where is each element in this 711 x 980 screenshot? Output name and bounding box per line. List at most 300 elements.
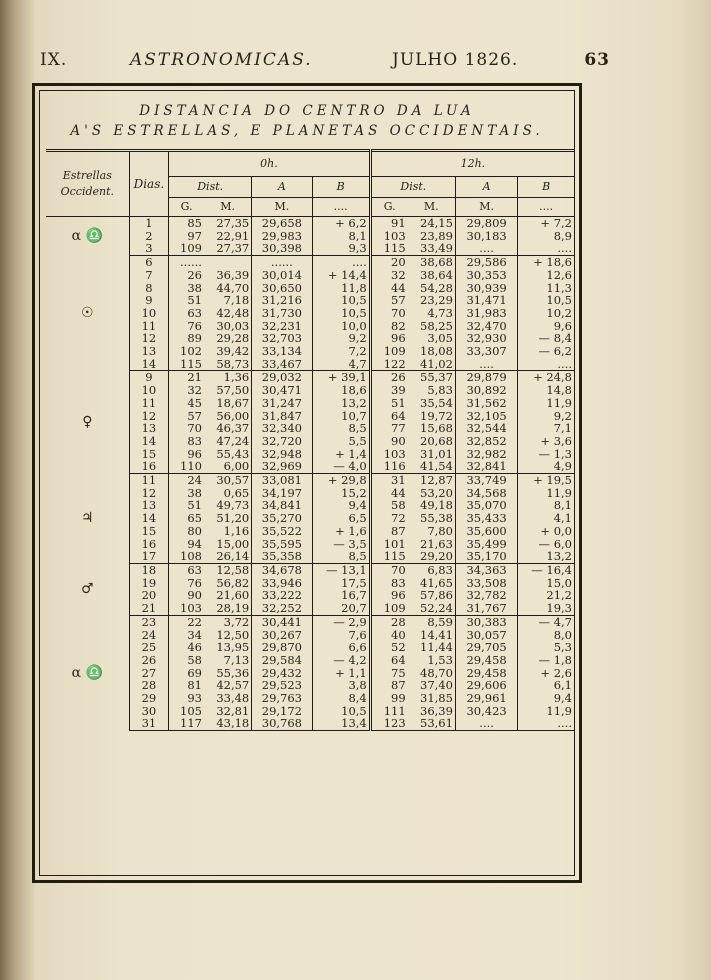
a-0h-cell: 31,247 xyxy=(252,397,312,410)
day-cell: 8 xyxy=(129,282,168,295)
b-0h-cell: — 13,1 xyxy=(312,563,370,576)
a-0h-cell: 32,948 xyxy=(252,448,312,461)
deg-12h-cell: 20 xyxy=(370,256,407,269)
a-12h-cell: 33,749 xyxy=(455,474,517,487)
header-b-12h: B xyxy=(518,177,574,198)
a-12h-cell: 31,983 xyxy=(455,307,517,320)
b-0h-cell: + 1,1 xyxy=(312,667,370,680)
b-12h-cell: 6,1 xyxy=(518,679,574,692)
b-0h-cell: 16,7 xyxy=(312,589,370,602)
deg-12h-cell: 116 xyxy=(370,460,407,473)
deg-12h-cell: 87 xyxy=(370,525,407,538)
a-12h-cell: 32,852 xyxy=(455,435,517,448)
min-12h-cell: 24,15 xyxy=(420,216,453,230)
min-12h-cell: 23,89 xyxy=(420,228,453,243)
deg-12h-cell: 72 xyxy=(370,512,407,525)
deg-12h-cell: 109 xyxy=(370,345,407,358)
b-0h-cell: 4,7 xyxy=(312,358,370,371)
day-cell: 13 xyxy=(129,345,168,358)
deg-0h-cell: 89 xyxy=(169,332,204,345)
deg-12h-cell: 58 xyxy=(370,499,407,512)
deg-0h-cell: 76 xyxy=(169,320,204,333)
a-0h-cell: 30,267 xyxy=(252,629,312,642)
day-cell: 10 xyxy=(129,307,168,320)
min-12h-cell: 31,01 xyxy=(420,446,453,461)
min-12h-cell: 18,08 xyxy=(420,344,453,359)
table-inner-frame xyxy=(39,90,575,876)
b-0h-cell: 13,4 xyxy=(312,717,370,730)
b-0h-cell: 20,7 xyxy=(312,602,370,615)
min-12h-cell: 49,18 xyxy=(420,498,453,513)
b-0h-cell: 7,6 xyxy=(312,629,370,642)
day-cell: 18 xyxy=(129,563,168,576)
b-12h-cell: — 6,0 xyxy=(518,538,574,551)
deg-0h-cell: 110 xyxy=(169,460,204,473)
b-12h-cell: — 4,7 xyxy=(518,615,574,628)
deg-0h-cell: 117 xyxy=(169,717,204,730)
min-0h-cell: 42,57 xyxy=(216,678,250,693)
table-row xyxy=(46,563,574,576)
deg-12h-cell: 82 xyxy=(370,320,407,333)
min-0h-cell: 58,73 xyxy=(204,358,252,371)
b-0h-cell: 10,5 xyxy=(312,705,370,718)
b-0h-cell: + 14,4 xyxy=(312,269,370,282)
a-12h-cell: 29,809 xyxy=(455,217,517,230)
b-12h-cell: 11,9 xyxy=(518,487,574,500)
b-12h-cell: 11,3 xyxy=(518,282,574,295)
b-0h-cell: + 6,2 xyxy=(312,217,370,230)
day-cell: 24 xyxy=(129,629,168,642)
header-a-units-0h: M. xyxy=(252,198,312,217)
a-12h-cell: 32,841 xyxy=(455,460,517,473)
min-12h-cell: 55,37 xyxy=(420,370,453,385)
deg-0h-cell: 45 xyxy=(169,397,204,410)
deg-0h-cell: 63 xyxy=(169,307,204,320)
min-12h-cell: 41,54 xyxy=(408,460,456,473)
a-12h-cell: 32,930 xyxy=(455,332,517,345)
deg-0h-cell: 38 xyxy=(169,282,204,295)
b-12h-cell: 5,3 xyxy=(518,641,574,654)
min-12h-cell: 38,64 xyxy=(420,267,453,282)
b-0h-cell: 10,5 xyxy=(312,294,370,307)
star-symbol: ☉ xyxy=(81,304,94,321)
header-b-units-0h: .... xyxy=(312,198,370,217)
deg-0h-cell: 83 xyxy=(169,435,204,448)
deg-12h-cell: 90 xyxy=(370,435,407,448)
min-0h-cell: 3,72 xyxy=(223,614,250,629)
b-12h-cell: — 8,4 xyxy=(518,332,574,345)
day-cell: 26 xyxy=(129,654,168,667)
min-12h-cell: 15,68 xyxy=(420,421,453,436)
b-0h-cell: + 1,4 xyxy=(312,448,370,461)
day-cell: 30 xyxy=(129,705,168,718)
section-title: ASTRONOMICAS. xyxy=(130,50,313,70)
title-line-1: DISTANCIA DO CENTRO DA LUA xyxy=(139,103,475,119)
deg-0h-cell: 115 xyxy=(169,358,204,371)
deg-0h-cell: 109 xyxy=(169,242,204,255)
deg-0h-cell: 51 xyxy=(169,294,204,307)
a-12h-cell: 34,363 xyxy=(455,563,517,576)
deg-0h-cell: 34 xyxy=(169,629,204,642)
day-cell: 3 xyxy=(129,242,168,255)
star-symbol: α ♎ xyxy=(71,664,103,681)
deg-12h-cell: 96 xyxy=(370,589,407,602)
b-0h-cell: 11,8 xyxy=(312,282,370,295)
a-12h-cell: 29,879 xyxy=(455,371,517,384)
deg-12h-cell: 52 xyxy=(370,641,407,654)
a-12h-cell: 35,170 xyxy=(455,550,517,563)
b-0h-cell: 10,5 xyxy=(312,307,370,320)
a-0h-cell: 32,252 xyxy=(252,602,312,615)
min-12h-cell: 53,61 xyxy=(408,717,456,730)
deg-12h-cell: 91 xyxy=(370,217,407,230)
b-12h-cell: 9,6 xyxy=(518,320,574,333)
deg-12h-cell: 111 xyxy=(370,705,407,718)
deg-12h-cell: 26 xyxy=(370,371,407,384)
day-cell: 15 xyxy=(129,525,168,538)
deg-0h-cell: 69 xyxy=(169,667,204,680)
min-0h-cell: 12,50 xyxy=(216,627,250,642)
a-0h-cell: 30,650 xyxy=(252,282,312,295)
min-12h-cell: 48,70 xyxy=(420,665,453,680)
deg-12h-cell: 109 xyxy=(370,602,407,615)
deg-0h-cell: 21 xyxy=(169,371,204,384)
header-a-0h: A xyxy=(252,177,312,198)
b-0h-cell: 5,5 xyxy=(312,435,370,448)
a-0h-cell: 35,358 xyxy=(252,550,312,563)
day-cell: 12 xyxy=(129,410,168,423)
b-12h-cell: — 1,3 xyxy=(518,448,574,461)
a-0h-cell: 33,134 xyxy=(252,345,312,358)
min-12h-cell: 11,44 xyxy=(420,640,453,655)
a-12h-cell: 33,307 xyxy=(455,345,517,358)
deg-0h-cell: 85 xyxy=(169,217,204,230)
min-0h-cell: 15,00 xyxy=(216,536,250,551)
a-12h-cell: .... xyxy=(455,717,517,730)
a-0h-cell: 35,270 xyxy=(252,512,312,525)
a-0h-cell: 30,441 xyxy=(252,615,312,628)
deg-0h-cell: 26 xyxy=(169,269,204,282)
b-12h-cell: 19,3 xyxy=(518,602,574,615)
deg-12h-cell: 75 xyxy=(370,667,407,680)
min-0h-cell: 51,20 xyxy=(216,511,250,526)
deg-12h-cell: 122 xyxy=(370,358,407,371)
a-12h-cell: 30,939 xyxy=(455,282,517,295)
b-12h-cell: + 24,8 xyxy=(518,371,574,384)
b-0h-cell: — 3,5 xyxy=(312,538,370,551)
deg-12h-cell: 87 xyxy=(370,679,407,692)
b-0h-cell: 10,7 xyxy=(312,410,370,423)
a-0h-cell: 30,398 xyxy=(252,242,312,255)
table-frame xyxy=(32,83,582,883)
b-0h-cell: — 4,0 xyxy=(312,460,370,473)
day-cell: 17 xyxy=(129,550,168,563)
a-12h-cell: 30,183 xyxy=(455,230,517,243)
day-cell: 16 xyxy=(129,538,168,551)
day-cell: 9 xyxy=(129,294,168,307)
deg-0h-cell: 65 xyxy=(169,512,204,525)
min-0h-cell: 1,36 xyxy=(223,370,250,385)
a-0h-cell: 32,340 xyxy=(252,422,312,435)
table-row xyxy=(46,615,574,628)
deg-0h-cell: 22 xyxy=(169,615,204,628)
day-cell: 16 xyxy=(129,460,168,473)
a-12h-cell: 31,562 xyxy=(455,397,517,410)
a-12h-cell: 31,767 xyxy=(455,602,517,615)
min-12h-cell: 3,05 xyxy=(427,331,453,346)
b-0h-cell: 7,2 xyxy=(312,345,370,358)
a-12h-cell: 30,892 xyxy=(455,384,517,397)
min-0h-cell: 55,43 xyxy=(216,446,250,461)
a-0h-cell: 29,870 xyxy=(252,641,312,654)
header-dist-12h: Dist. xyxy=(370,177,455,198)
b-0h-cell: 6,6 xyxy=(312,641,370,654)
b-0h-cell: 8,4 xyxy=(312,692,370,705)
min-0h-cell: 57,50 xyxy=(216,383,250,398)
a-0h-cell: 29,032 xyxy=(252,371,312,384)
min-12h-cell: 21,63 xyxy=(420,536,453,551)
min-0h-cell: 21,60 xyxy=(216,588,250,603)
a-12h-cell: 31,471 xyxy=(455,294,517,307)
star-symbol: α ♎ xyxy=(71,227,103,244)
b-0h-cell: .... xyxy=(312,256,370,269)
a-0h-cell: ...... xyxy=(252,256,312,269)
b-12h-cell: — 16,4 xyxy=(518,563,574,576)
running-head xyxy=(40,50,610,78)
b-0h-cell: 6,5 xyxy=(312,512,370,525)
min-0h-cell: 7,13 xyxy=(223,652,250,667)
b-0h-cell: 15,2 xyxy=(312,487,370,500)
deg-12h-cell: 115 xyxy=(370,550,407,563)
month-year: JULHO 1826. xyxy=(392,50,519,70)
min-0h-cell: 29,28 xyxy=(216,331,250,346)
a-12h-cell: 32,470 xyxy=(455,320,517,333)
lunar-distance-table xyxy=(46,149,574,731)
a-0h-cell: 29,584 xyxy=(252,654,312,667)
day-cell: 11 xyxy=(129,320,168,333)
min-12h-cell: 7,80 xyxy=(427,523,453,538)
day-cell: 19 xyxy=(129,577,168,590)
min-12h-cell: 31,85 xyxy=(420,691,453,706)
min-12h-cell: 41,02 xyxy=(408,358,456,371)
day-cell: 23 xyxy=(129,615,168,628)
min-0h-cell: 56,82 xyxy=(216,575,250,590)
a-12h-cell: 35,499 xyxy=(455,538,517,551)
min-0h-cell: 27,37 xyxy=(204,242,252,255)
min-0h-cell: 28,19 xyxy=(204,602,252,615)
min-0h-cell: 6,00 xyxy=(204,460,252,473)
a-12h-cell: 32,982 xyxy=(455,448,517,461)
a-0h-cell: 29,432 xyxy=(252,667,312,680)
a-0h-cell: 32,703 xyxy=(252,332,312,345)
a-12h-cell: 29,961 xyxy=(455,692,517,705)
a-12h-cell: 32,105 xyxy=(455,410,517,423)
day-cell: 14 xyxy=(129,435,168,448)
deg-12h-cell: 64 xyxy=(370,410,407,423)
b-0h-cell: + 29,8 xyxy=(312,474,370,487)
a-12h-cell: 29,458 xyxy=(455,654,517,667)
b-12h-cell: + 19,5 xyxy=(518,474,574,487)
header-days: Dias. xyxy=(129,151,168,217)
deg-0h-cell: 51 xyxy=(169,499,204,512)
deg-0h-cell: 105 xyxy=(169,705,204,718)
b-12h-cell: — 1,8 xyxy=(518,654,574,667)
a-0h-cell: 33,946 xyxy=(252,577,312,590)
deg-0h-cell: 38 xyxy=(169,487,204,500)
min-0h-cell: 33,48 xyxy=(216,691,250,706)
min-12h-cell: 29,20 xyxy=(408,550,456,563)
day-cell: 13 xyxy=(129,422,168,435)
min-12h-cell: 12,87 xyxy=(420,473,453,488)
min-0h-cell: 56,00 xyxy=(216,408,250,423)
min-0h-cell: 1,16 xyxy=(223,523,250,538)
deg-0h-cell: 57 xyxy=(169,410,204,423)
a-0h-cell: 32,231 xyxy=(252,320,312,333)
header-0h: 0h. xyxy=(169,151,371,177)
min-0h-cell xyxy=(204,256,252,269)
star-symbol: ♀ xyxy=(82,413,93,430)
deg-0h-cell: 46 xyxy=(169,641,204,654)
day-cell: 21 xyxy=(129,602,168,615)
day-cell: 12 xyxy=(129,332,168,345)
day-cell: 14 xyxy=(129,512,168,525)
b-0h-cell: 3,8 xyxy=(312,679,370,692)
a-0h-cell: 34,678 xyxy=(252,563,312,576)
day-cell: 27 xyxy=(129,667,168,680)
b-12h-cell: + 7,2 xyxy=(518,217,574,230)
deg-12h-cell: 57 xyxy=(370,294,407,307)
deg-12h-cell: 70 xyxy=(370,307,407,320)
header-g-0h: G. xyxy=(169,198,204,217)
min-12h-cell: 8,59 xyxy=(427,614,453,629)
b-12h-cell: 4,1 xyxy=(518,512,574,525)
min-0h-cell: 46,37 xyxy=(216,421,250,436)
a-12h-cell: .... xyxy=(455,242,517,255)
min-0h-cell: 44,70 xyxy=(216,280,250,295)
min-12h-cell: 14,41 xyxy=(420,627,453,642)
b-12h-cell: .... xyxy=(518,717,574,730)
b-0h-cell: 18,6 xyxy=(312,384,370,397)
deg-12h-cell: 39 xyxy=(370,384,407,397)
b-12h-cell: — 6,2 xyxy=(518,345,574,358)
deg-0h-cell: 94 xyxy=(169,538,204,551)
deg-12h-cell: 44 xyxy=(370,282,407,295)
b-12h-cell: 8,0 xyxy=(518,629,574,642)
a-0h-cell: 30,768 xyxy=(252,717,312,730)
b-12h-cell: + 18,6 xyxy=(518,256,574,269)
min-0h-cell: 12,58 xyxy=(216,562,250,577)
min-12h-cell: 55,38 xyxy=(420,511,453,526)
a-12h-cell: 30,383 xyxy=(455,615,517,628)
deg-0h-cell: 63 xyxy=(169,563,204,576)
min-0h-cell: 36,39 xyxy=(216,267,250,282)
a-0h-cell: 34,841 xyxy=(252,499,312,512)
min-12h-cell: 37,40 xyxy=(420,678,453,693)
day-cell: 11 xyxy=(129,474,168,487)
deg-0h-cell: 70 xyxy=(169,422,204,435)
b-0h-cell: + 1,6 xyxy=(312,525,370,538)
b-12h-cell: + 0,0 xyxy=(518,525,574,538)
day-cell: 29 xyxy=(129,692,168,705)
header-dist-0h: Dist. xyxy=(169,177,252,198)
b-12h-cell: 14,8 xyxy=(518,384,574,397)
b-0h-cell: — 2,9 xyxy=(312,615,370,628)
min-12h-cell: 23,29 xyxy=(420,293,453,308)
b-12h-cell: 9,4 xyxy=(518,692,574,705)
deg-0h-cell: 102 xyxy=(169,345,204,358)
min-12h-cell: 33,49 xyxy=(408,242,456,255)
deg-0h-cell: 108 xyxy=(169,550,204,563)
deg-12h-cell: 28 xyxy=(370,615,407,628)
day-cell: 25 xyxy=(129,641,168,654)
a-0h-cell: 33,222 xyxy=(252,589,312,602)
min-0h-cell: 7,18 xyxy=(223,293,250,308)
deg-12h-cell: 83 xyxy=(370,577,407,590)
b-12h-cell: + 3,6 xyxy=(518,435,574,448)
a-12h-cell: 30,423 xyxy=(455,705,517,718)
min-0h-cell: 49,73 xyxy=(216,498,250,513)
min-0h-cell: 39,42 xyxy=(216,344,250,359)
a-0h-cell: 31,847 xyxy=(252,410,312,423)
b-12h-cell: 7,1 xyxy=(518,422,574,435)
deg-0h-cell: 58 xyxy=(169,654,204,667)
table-title xyxy=(40,101,574,141)
day-cell: 12 xyxy=(129,487,168,500)
min-12h-cell: 4,73 xyxy=(427,305,453,320)
deg-0h-cell: 32 xyxy=(169,384,204,397)
day-cell: 13 xyxy=(129,499,168,512)
b-12h-cell: 4,9 xyxy=(518,460,574,473)
min-0h-cell: 18,67 xyxy=(216,395,250,410)
min-12h-cell: 53,20 xyxy=(420,485,453,500)
header-a-units-12h: M. xyxy=(455,198,517,217)
deg-12h-cell: 103 xyxy=(370,230,407,243)
b-12h-cell: 9,2 xyxy=(518,410,574,423)
b-0h-cell: 10,0 xyxy=(312,320,370,333)
a-0h-cell: 29,763 xyxy=(252,692,312,705)
day-cell: 7 xyxy=(129,269,168,282)
a-0h-cell: 30,471 xyxy=(252,384,312,397)
b-12h-cell: 8,9 xyxy=(518,230,574,243)
a-0h-cell: 34,197 xyxy=(252,487,312,500)
min-12h-cell: 41,65 xyxy=(420,575,453,590)
b-0h-cell: 17,5 xyxy=(312,577,370,590)
b-0h-cell: — 4,2 xyxy=(312,654,370,667)
min-12h-cell: 6,83 xyxy=(427,562,453,577)
a-12h-cell: 34,568 xyxy=(455,487,517,500)
min-0h-cell: 13,95 xyxy=(216,640,250,655)
a-0h-cell: 30,014 xyxy=(252,269,312,282)
a-0h-cell: 35,522 xyxy=(252,525,312,538)
header-stars: Estrellas Occident. xyxy=(46,151,129,217)
a-12h-cell: 29,458 xyxy=(455,667,517,680)
day-cell: 10 xyxy=(129,384,168,397)
deg-0h-cell: 76 xyxy=(169,577,204,590)
min-12h-cell: 5,83 xyxy=(427,383,453,398)
deg-12h-cell: 77 xyxy=(370,422,407,435)
deg-12h-cell: 123 xyxy=(370,717,407,730)
a-12h-cell: 30,057 xyxy=(455,629,517,642)
b-0h-cell: 9,3 xyxy=(312,242,370,255)
a-0h-cell: 29,658 xyxy=(252,217,312,230)
min-0h-cell: 42,48 xyxy=(216,305,250,320)
b-12h-cell: .... xyxy=(518,358,574,371)
deg-12h-cell: 101 xyxy=(370,538,407,551)
b-12h-cell: 10,2 xyxy=(518,307,574,320)
min-0h-cell: 55,36 xyxy=(216,665,250,680)
a-12h-cell: 29,705 xyxy=(455,641,517,654)
header-g-12h: G. xyxy=(370,198,407,217)
